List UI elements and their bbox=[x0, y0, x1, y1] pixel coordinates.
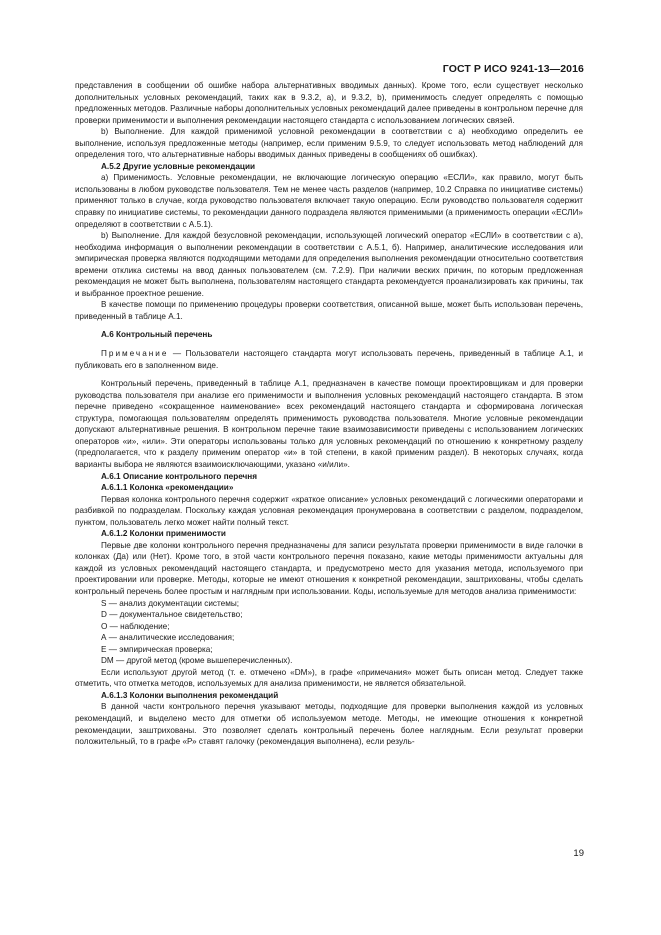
page-number: 19 bbox=[573, 848, 584, 859]
note-text: — Пользователи настоящего стандарта могут использовать перечень, приведенный в таблице А.1, и публиковать его в заполненном виде. bbox=[75, 349, 583, 370]
paragraph: представления в сообщении об ошибке набора альтернативных вводимых данных). Кроме того, если существует несколько дополнительных условных рекомендаций, таких как в 9.3.2, а), и 9.3.2, b), применимость следует определять с помощью предложенных методов. Различные наборы дополнительных условных рекомендаций далее приведены в контрольном перечне для проверки применимости и выполнения рекомендации настоящего стандарта с использованием логических связей. bbox=[75, 81, 583, 125]
list-item: А — аналитические исследования; bbox=[101, 633, 235, 643]
section-heading: А.6.1.1 Колонка «рекомендации» bbox=[101, 483, 234, 493]
paragraph: В данной части контрольного перечня указывают методы, подходящие для проверки выполнения каждой из условных рекомендаций, и выделено место для отметки об используемом методе. Методы, не имеющие отношения к конкретной рекомендации, заштрихованы. Это позволяет сделать контрольный перечень более наглядным. Если результат проверки положительный, то в графе «Р» ставят галочку (рекомендация выполнена), если резуль- bbox=[75, 702, 583, 747]
note-label: Примечание bbox=[101, 349, 169, 359]
list-item: Е — эмпирическая проверка; bbox=[101, 644, 213, 654]
paragraph: а) Применимость. Условные рекомендации, не включающие логическую операцию «ЕСЛИ», как правило, могут быть использованы в любом руководстве пользователя. Тем не менее часть разделов (например, 10.2 Справка по инициативе системы) применяют только в случае, когда руководство пользователя включает такую операцию. Если руководство пользователя содержит справку по инициативе системы, то рекомендации данного подраздела являются применимыми (а применимость операции «ЕСЛИ» определяют в соответствии с А.5.1). bbox=[75, 173, 583, 229]
paragraph: Первые две колонки контрольного перечня предназначены для записи результата проверки применимости в виде галочки в колонках (Да) или (Нет). Кроме того, в этой части контрольного перечня показано, какие методы применимости актуальны для каждой из условных рекомендаций настоящего стандарта, и предусмотрено место для указания метода, используемого при проектировании или проверке. Методы, которые не имеют отношения к конкретной рекомендации, заштрихованы, чтобы сделать контрольный перечень более простым и наглядным при использовании. Коды, используемые для методов анализа применимости: bbox=[75, 540, 583, 596]
section-heading: А.5.2 Другие условные рекомендации bbox=[101, 161, 256, 171]
paragraph: b) Выполнение. Для каждой безусловной рекомендации, использующей логический оператор «ЕСЛИ» в соответствии с а), необходима информация о выполнении рекомендации в соответствии с А.5.1, б). Например, аналитические исследования или эмпирическая проверка являются подходящими методами для определения выполнения рекомендации относительно соответствия времени отклика системы на ввод данных пользователем (см. 7.2.9). При наличии веских причин, по которым предложенная рекомендация не может быть выполнена, пользователям настоящего стандарта рекомендуется проанализировать как причины, так и выбранное проектное решение. bbox=[75, 231, 583, 298]
section-heading: А.6.1.3 Колонки выполнения рекомендаций bbox=[101, 690, 279, 700]
paragraph: b) Выполнение. Для каждой применимой условной рекомендации в соответствии с а) необходимо определить ее выполнение, используя предложенные методы (например, если применим 9.5.9, то следует использовать метод наблюдений для определения того, что альтернативные наборы вводимых данных приведены в сообщениях об ошибках). bbox=[75, 127, 583, 160]
document-body bbox=[75, 80, 583, 748]
note bbox=[75, 348, 583, 371]
paragraph: В качестве помощи по применению процедуры проверки соответствия, описанной выше, может быть использован перечень, приведенный в таблице А.1. bbox=[75, 300, 583, 321]
document-header: ГОСТ Р ИСО 9241-13—2016 bbox=[442, 63, 584, 75]
list-item: D — документальное свидетельство; bbox=[101, 610, 243, 620]
paragraph: Если используют другой метод (т. е. отмечено «DM»), в графе «примечания» может быть описан метод. Следует также отметить, что отметка методов, используемых для анализа применимости, не является обязательной. bbox=[75, 667, 583, 689]
paragraph: Контрольный перечень, приведенный в таблице А.1, предназначен в качестве помощи проектировщикам и для проверки руководства пользователя при анализе его применимости и выполнения условных рекомендаций настоящего стандарта. В этом перечне приведено «сокращенное наименование» всех рекомендаций настоящего стандарта и сформирована логическая структура, помогающая пользователям определять применимость руководства пользователя. Многие условные рекомендации допускают альтернативные решения. В контрольном перечне такие взаимозависимости приведены с использованием логических операторов «и», «или». Эти операторы использованы только для условных рекомендаций по отношению к конкретному разделу (предполагается, что к разделу применим оператор «и» в той степени, в какой применим раздел). В некоторых случаях, когда варианты выбора не являются взаимоисключающими, указано «и/или». bbox=[75, 379, 583, 469]
list-item: DM — другой метод (кроме вышеперечисленных). bbox=[101, 656, 293, 666]
list-item: S — анализ документации системы; bbox=[101, 598, 239, 608]
section-heading: А.6.1.2 Колонки применимости bbox=[101, 529, 226, 539]
list-item: О — наблюдение; bbox=[101, 621, 170, 631]
section-heading: А.6 Контрольный перечень bbox=[101, 330, 213, 340]
section-heading: А.6.1 Описание контрольного перечня bbox=[101, 471, 258, 481]
paragraph: Первая колонка контрольного перечня содержит «краткое описание» условных рекомендаций с логическими операторами и разбивкой по подразделам. Поскольку каждая условная рекомендация пронумерована в соответствии с разделом, подразделом, пунктом, пользователь легко может найти полный текст. bbox=[75, 494, 583, 527]
